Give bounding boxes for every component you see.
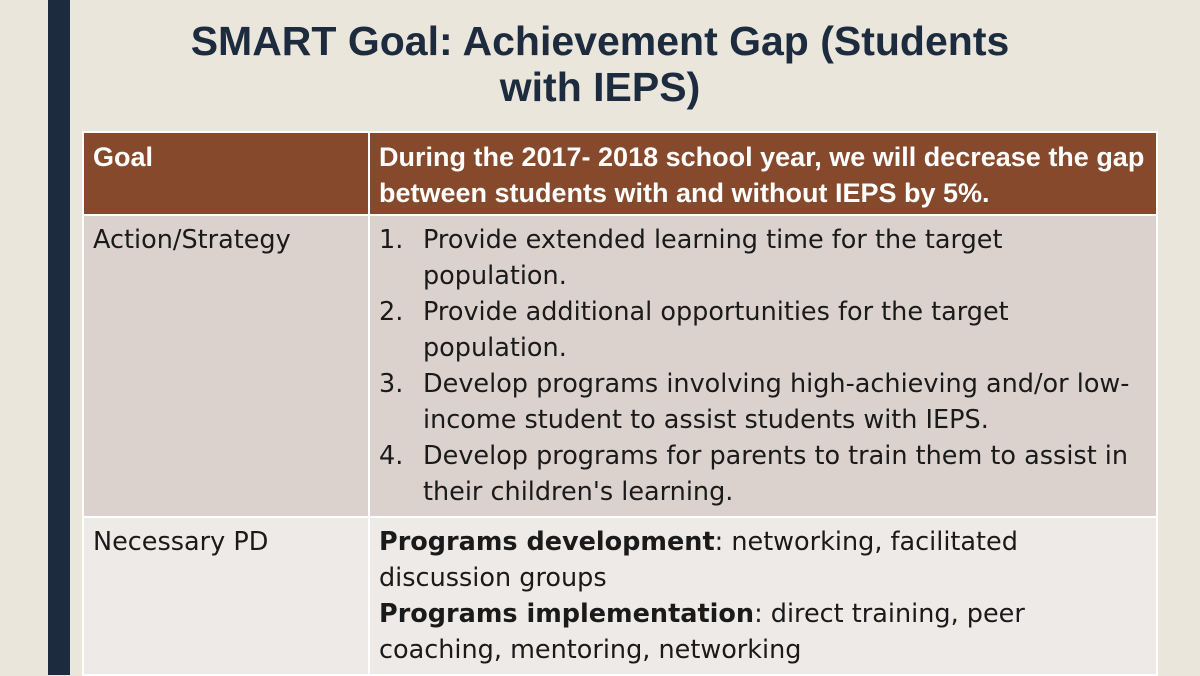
pd-description: : direct training, peer coaching, mentoring, networking (379, 599, 1025, 665)
strategy-item-number: 2. (379, 297, 404, 327)
strategy-item-text: Provide additional opportunities for the target population. (423, 297, 1009, 363)
goal-text: During the 2017- 2018 school year, we will decrease the gap between students with and without IEPS by 5%. (369, 132, 1157, 215)
pd-line (379, 524, 1146, 596)
strategy-item-text: Develop programs for parents to train them to assist in their children's learning. (423, 441, 1129, 507)
strategy-item-text: Develop programs involving high-achieving and/or low-income student to assist students with IEPS. (423, 369, 1130, 435)
table-row-action-strategy (83, 215, 1157, 517)
action-strategy-label: Action/Strategy (83, 215, 369, 517)
strategy-item-text: Provide extended learning time for the target population. (423, 225, 1003, 291)
table-row-necessary-pd (83, 517, 1157, 675)
slide-title-line2: with IEPS) (499, 64, 701, 110)
necessary-pd-cell (369, 517, 1157, 675)
goal-label: Goal (83, 132, 369, 215)
left-accent-bar (48, 0, 70, 675)
slide-title (100, 18, 1100, 110)
strategy-item-number: 4. (379, 441, 404, 471)
strategy-item-number: 1. (379, 225, 404, 255)
pd-description: : networking, facilitated discussion groups (379, 527, 1018, 593)
strategy-item (379, 366, 1146, 438)
action-strategy-cell (369, 215, 1157, 517)
pd-term: Programs development (379, 527, 715, 557)
strategy-item (379, 438, 1146, 510)
necessary-pd-label: Necessary PD (83, 517, 369, 675)
smart-goal-table (82, 131, 1158, 676)
strategy-item (379, 222, 1146, 294)
strategy-item (379, 294, 1146, 366)
pd-line (379, 596, 1146, 668)
pd-term: Programs implementation (379, 599, 755, 629)
strategy-item-number: 3. (379, 369, 404, 399)
table-row-goal (83, 132, 1157, 215)
slide-title-line1: SMART Goal: Achievement Gap (Students (190, 18, 1010, 64)
strategy-list (379, 222, 1146, 510)
